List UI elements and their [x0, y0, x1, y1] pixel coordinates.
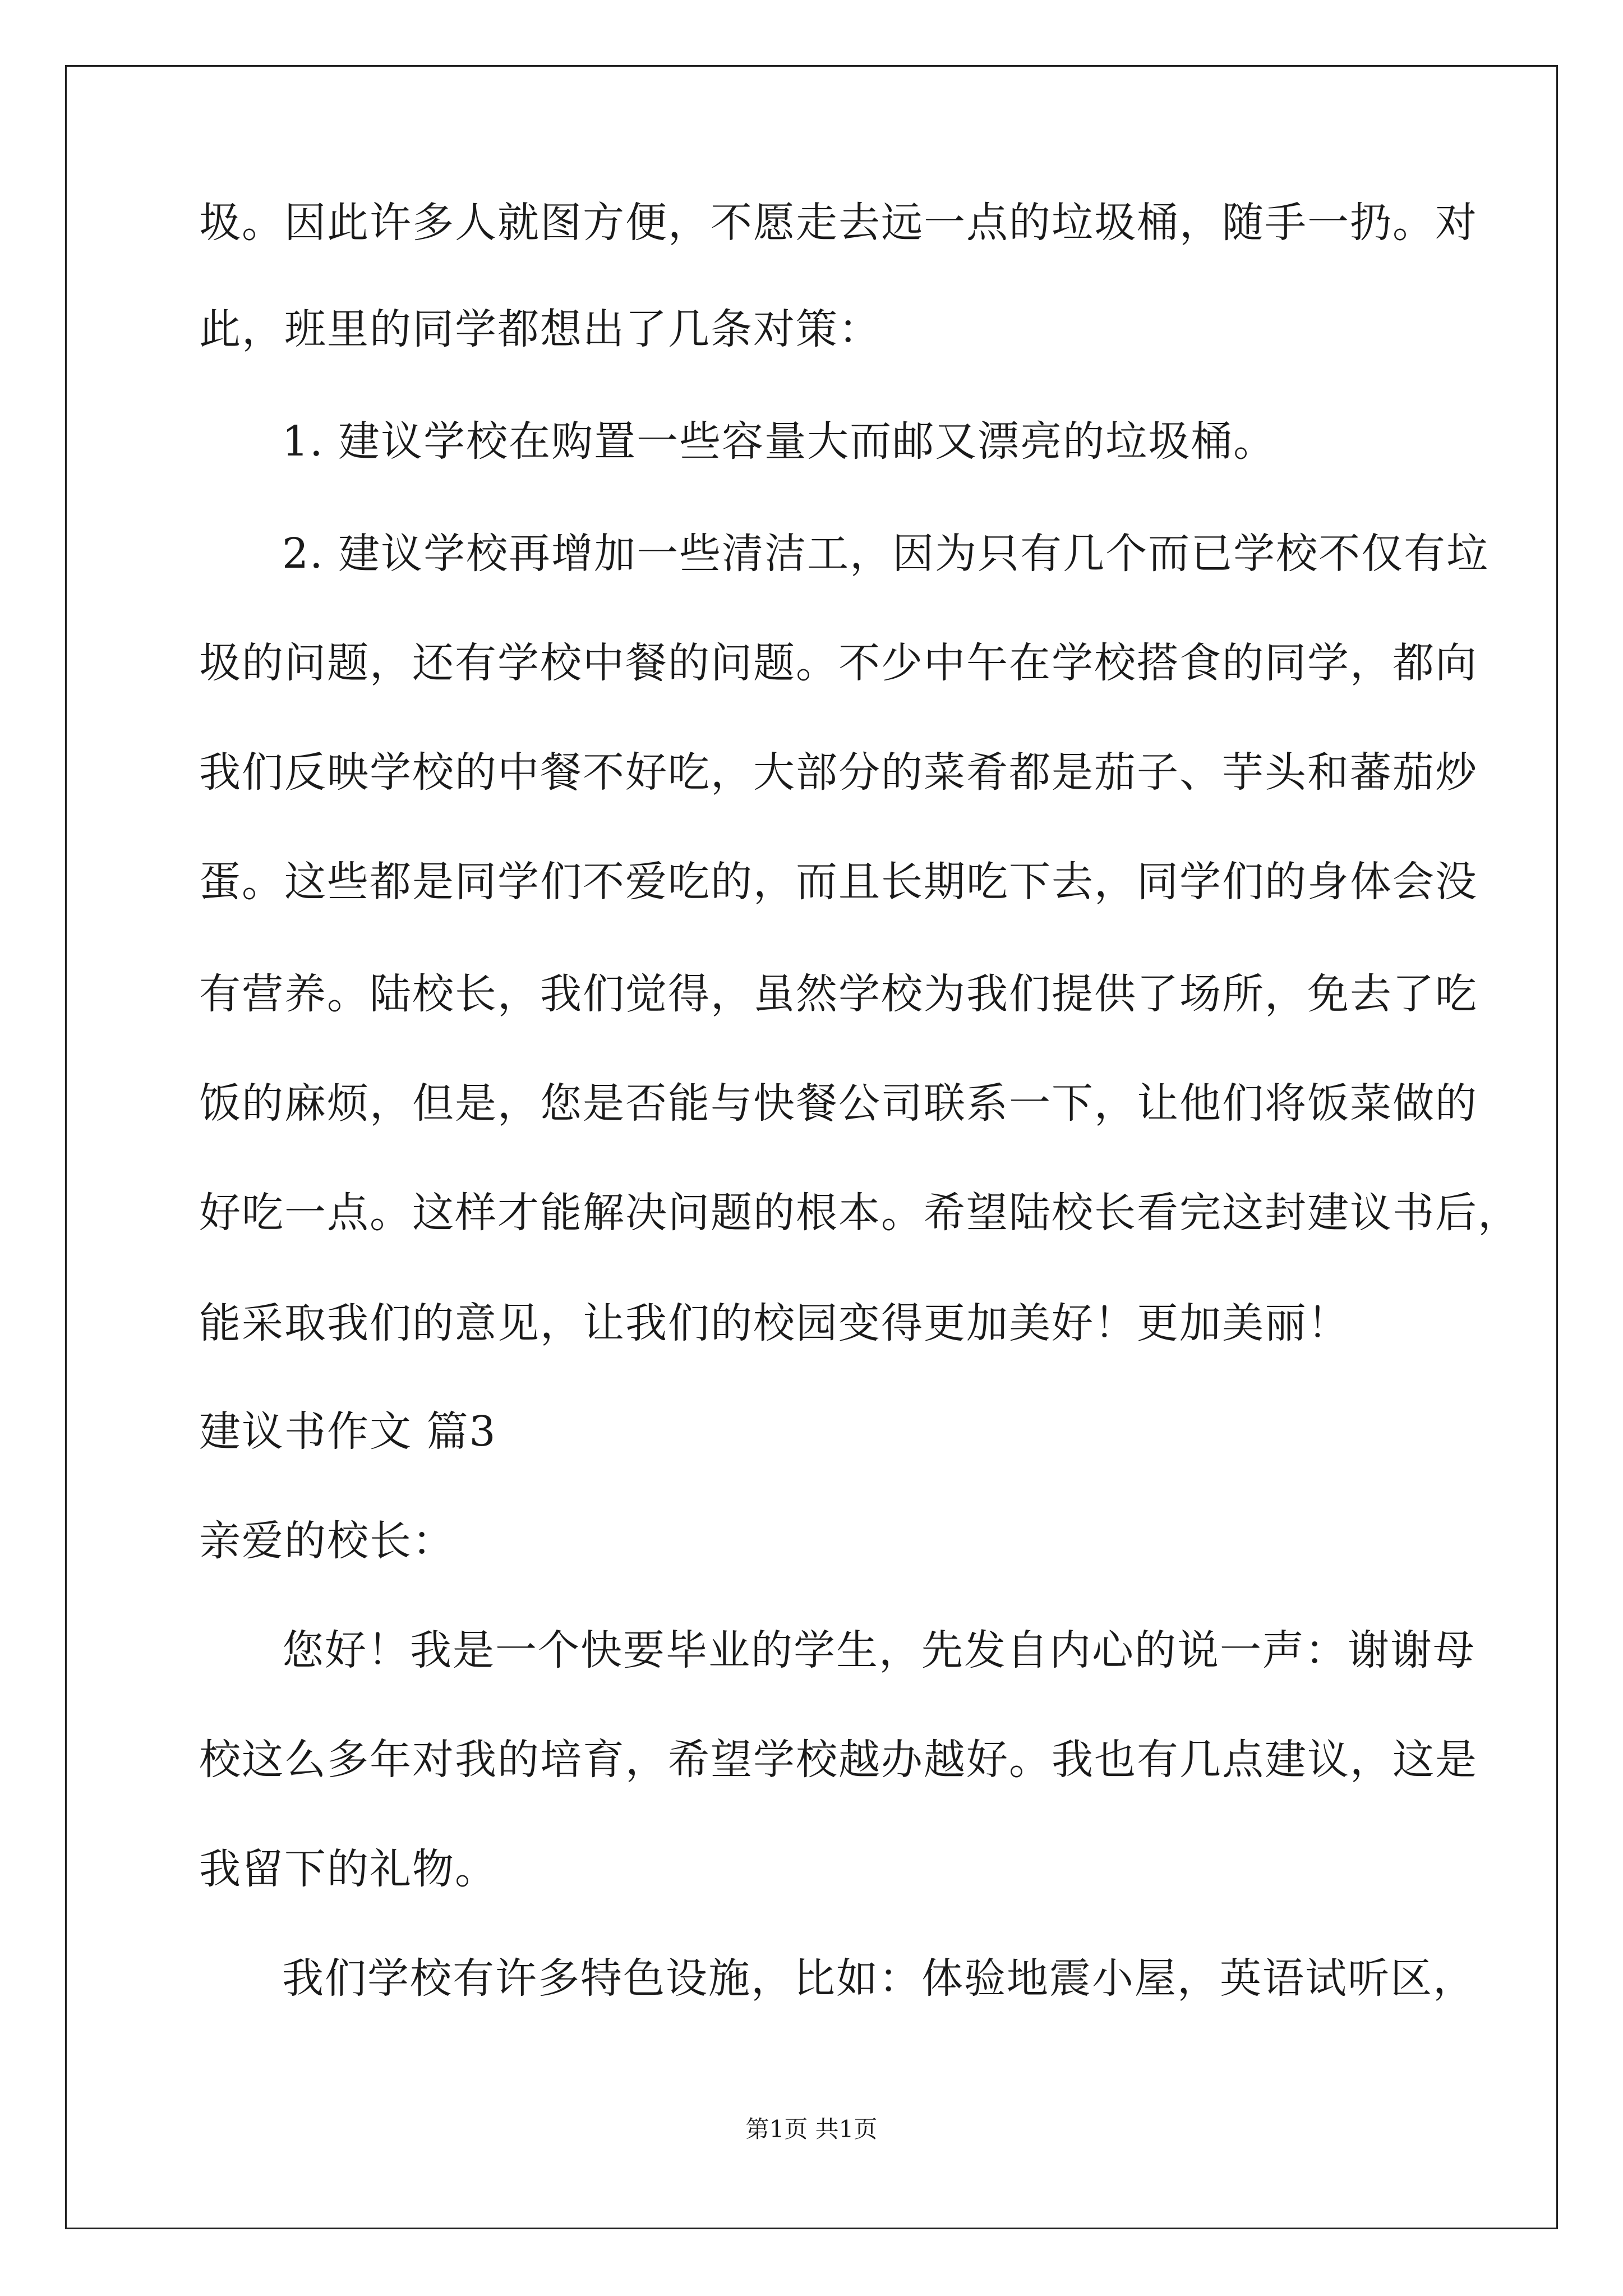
text-line: 圾的问题，还有学校中餐的问题。不少中午在学校搭食的同学，都向 — [199, 639, 1478, 687]
list-item: 2. 建议学校再增加一些清洁工，因为只有几个而已学校不仅有垃 — [282, 530, 1490, 578]
text-line: 我们反映学校的中餐不好吃，大部分的菜肴都是茄子、芋头和蕃茄炒 — [199, 748, 1478, 797]
text-line: 能采取我们的意见，让我们的校园变得更加美好！更加美丽！ — [199, 1299, 1350, 1347]
salutation: 亲爱的校长： — [199, 1517, 455, 1565]
list-item: 1. 建议学校在购置一些容量大而邮又漂亮的垃圾桶。 — [282, 417, 1276, 466]
page-footer: 第1页 共1页 — [745, 2115, 878, 2143]
page-border — [65, 65, 1558, 2229]
text-line: 圾。因此许多人就图方便，不愿走去远一点的垃圾桶，随手一扔。对 — [199, 199, 1478, 247]
text-line: 校这么多年对我的培育，希望学校越办越好。我也有几点建议，这是 — [199, 1736, 1478, 1784]
paragraph-start: 您好！我是一个快要毕业的学生，先发自内心的说一声：谢谢母 — [282, 1626, 1476, 1674]
section-heading: 建议书作文 篇3 — [199, 1407, 497, 1456]
paragraph-start: 我们学校有许多特色设施，比如：体验地震小屋，英语试听区， — [282, 1954, 1476, 2003]
text-line: 有营养。陆校长，我们觉得，虽然学校为我们提供了场所，免去了吃 — [199, 970, 1478, 1018]
text-line: 此，班里的同学都想出了几条对策： — [199, 305, 881, 353]
text-line: 饭的麻烦，但是，您是否能与快餐公司联系一下，让他们将饭菜做的 — [199, 1079, 1478, 1128]
text-line: 蛋。这些都是同学们不爱吃的，而且长期吃下去，同学们的身体会没 — [199, 858, 1478, 906]
text-line: 我留下的礼物。 — [199, 1845, 497, 1893]
text-line: 好吃一点。这样才能解决问题的根本。希望陆校长看完这封建议书后， — [199, 1189, 1520, 1237]
